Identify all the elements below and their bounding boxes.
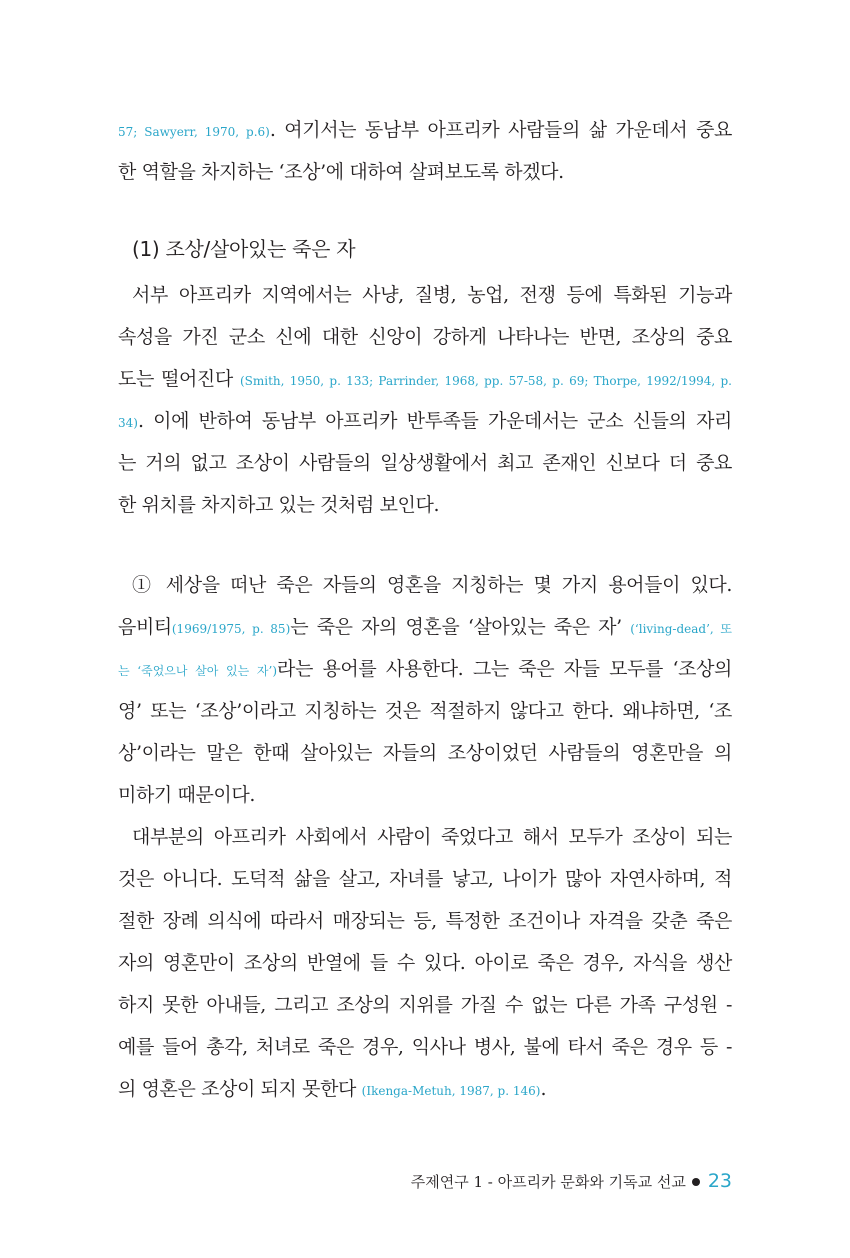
section-heading: (1) 조상/살아있는 죽은 자 bbox=[132, 237, 356, 261]
paragraph-line: ① 세상을 떠난 죽은 자들의 영혼을 지칭하는 몇 가지 용어들이 있다. bbox=[132, 574, 732, 596]
citation: (Ikenga-Metuh, 1987, p. 146) bbox=[361, 1084, 541, 1098]
page-footer bbox=[411, 1168, 732, 1195]
citation: 는 ‘죽었으나 살아 있는 자’) bbox=[118, 664, 278, 678]
paragraph-line: 도는 떨어진다 (Smith, 1950, p. 133; Parrinder, 1968, pp. 57-58, p. 69; Thorpe, 1992/1994, p. bbox=[118, 368, 732, 390]
paragraph-line: 서부 아프리카 지역에서는 사냥, 질병, 농업, 전쟁 등에 특화된 기능과 bbox=[132, 284, 732, 306]
paragraph-line: 한 위치를 차지하고 있는 것처럼 보인다. bbox=[118, 494, 440, 516]
running-footer-title: 주제연구 1 - 아프리카 문화와 기독교 선교 bbox=[410, 1173, 686, 1191]
paragraph-line: 속성을 가진 군소 신에 대한 신앙이 강하게 나타나는 반면, 조상의 중요 bbox=[118, 326, 732, 348]
paragraph-line: 것은 아니다. 도덕적 삶을 살고, 자녀를 낳고, 나이가 많아 자연사하며, 적 bbox=[118, 868, 732, 890]
bullet-icon bbox=[692, 1178, 700, 1186]
paragraph-line: 예를 들어 총각, 처녀로 죽은 경우, 익사나 병사, 불에 타서 죽은 경우 등 - bbox=[118, 1036, 732, 1058]
paragraph-line: 한 역할을 차지하는 ‘조상’에 대하여 살펴보도록 하겠다. bbox=[118, 161, 564, 183]
paragraph-line: 상’이라는 말은 한때 살아있는 자들의 조상이었던 사람들의 영혼만을 의 bbox=[118, 742, 732, 764]
citation: (1969/1975, p. 85) bbox=[171, 622, 291, 636]
paragraph-line: 하지 못한 아내들, 그리고 조상의 지위를 가질 수 없는 다른 가족 구성원 - bbox=[118, 994, 732, 1016]
citation: (‘living-dead’, 또 bbox=[630, 622, 732, 636]
paragraph-line: 대부분의 아프리카 사회에서 사람이 죽었다고 해서 모두가 조상이 되는 bbox=[132, 826, 732, 848]
citation: (Smith, 1950, p. 133; Parrinder, 1968, pp. 57-58, p. 69; Thorpe, 1992/1994, p. bbox=[239, 374, 732, 388]
citation: 34) bbox=[118, 416, 138, 430]
paragraph-line: 34). 이에 반하여 동남부 아프리카 반투족들 가운데서는 군소 신들의 자리 bbox=[118, 410, 732, 432]
paragraph-line: 영’ 또는 ‘조상’이라고 지칭하는 것은 적절하지 않다고 한다. 왜냐하면, ‘조 bbox=[118, 700, 732, 722]
paragraph-line: 음비티(1969/1975, p. 85)는 죽은 자의 영혼을 ‘살아있는 죽은 자’ (‘living-dead’, 또 bbox=[118, 616, 732, 638]
paragraph-line: 57; Sawyerr, 1970, p.6). 여기서는 동남부 아프리카 사람들의 삶 가운데서 중요 bbox=[118, 119, 732, 141]
paragraph-line: 는 ‘죽었으나 살아 있는 자’)라는 용어를 사용한다. 그는 죽은 자들 모두를 ‘조상의 bbox=[118, 658, 732, 680]
paragraph-line: 미하기 때문이다. bbox=[118, 784, 255, 806]
citation: 57; Sawyerr, 1970, p.6) bbox=[118, 125, 270, 139]
paragraph-line: 의 영혼은 조상이 되지 못한다 (Ikenga-Metuh, 1987, p. 146). bbox=[118, 1078, 547, 1100]
paragraph-line: 는 거의 없고 조상이 사람들의 일상생활에서 최고 존재인 신보다 더 중요 bbox=[118, 452, 732, 474]
page-number: 23 bbox=[707, 1170, 732, 1192]
paragraph-line: 자의 영혼만이 조상의 반열에 들 수 있다. 아이로 죽은 경우, 자식을 생산 bbox=[118, 952, 732, 974]
paragraph-line: 절한 장례 의식에 따라서 매장되는 등, 특정한 조건이나 자격을 갖춘 죽은 bbox=[118, 910, 732, 932]
